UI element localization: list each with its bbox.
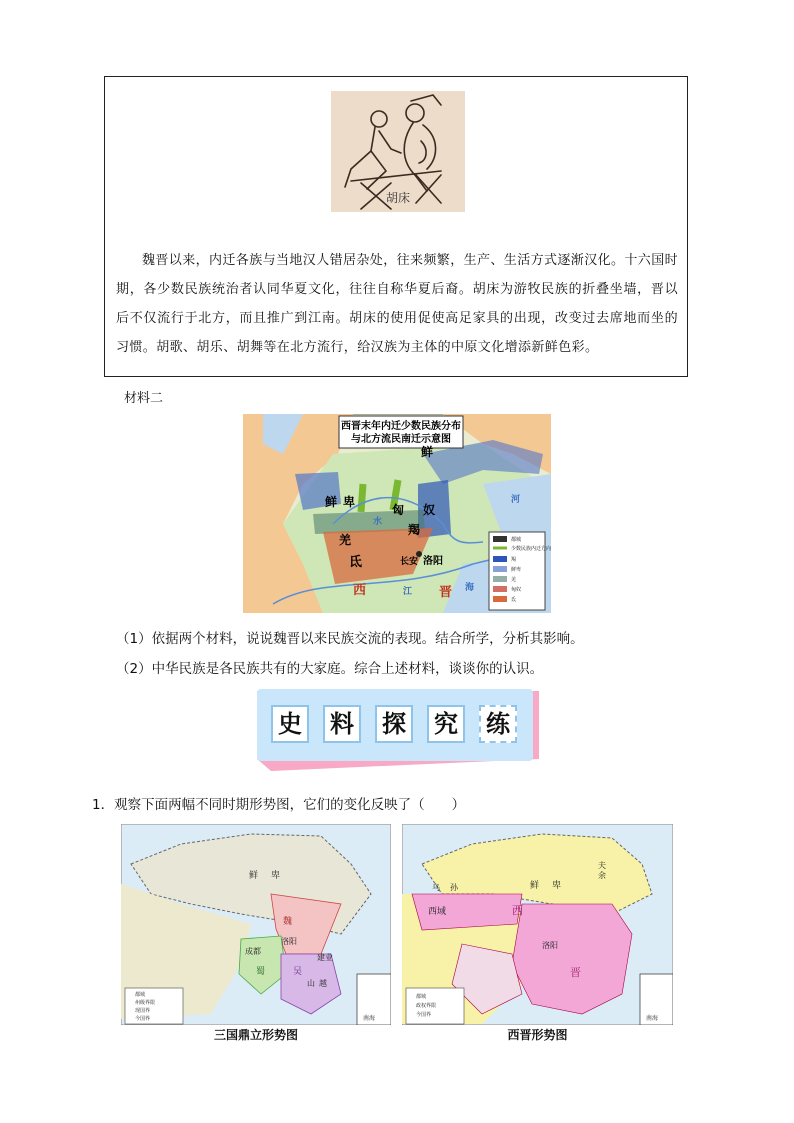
legend-state: 州级界限 (135, 1000, 156, 1006)
banner-char-lian: 练 (479, 705, 517, 743)
label-jin: 晋 (570, 966, 581, 979)
label-xi: 西 (512, 904, 523, 917)
label-luoyang: 洛阳 (281, 937, 297, 946)
inset-label: 南海 (363, 1015, 376, 1022)
material-one-paragraph: 魏晋以来，内迁各族与当地汉人错居杂处，往来频繁，生产、生活方式逐渐汉化。十六国时期，各少数民族统治者认同华夏文化，往往自称华夏后裔。胡床为游牧民族的折叠坐墙，晋以后不仅流行于北方，而且推广到江南。胡床的使用促使高足家具的出现，改变过去席地而坐的习惯。胡歌、胡乐、胡舞等在北方流行，给汉族为主体的中原文化增添新鲜色彩。 (116, 253, 679, 355)
label-xiongnu1: 匈 (392, 503, 405, 517)
western-jin-caption: 西晋形势图 (507, 1028, 568, 1042)
legend-capital: 都城 (135, 992, 146, 998)
label-wei: 魏 (283, 917, 293, 927)
label-shan: 山 (307, 979, 315, 988)
label-chengdu: 成都 (245, 947, 261, 956)
label-xiongnu2: 奴 (423, 503, 436, 517)
material-one-box (104, 76, 688, 377)
legend-jie: 羯 (511, 557, 517, 563)
label-jin: 晋 (439, 585, 453, 600)
map-title-line2: 与北方流民南迁示意图 (351, 434, 451, 445)
label-river-he: 河 (511, 495, 521, 505)
section-banner (257, 689, 539, 771)
label-luoyang: 洛阳 (542, 941, 558, 950)
label-xian: 鲜 (530, 881, 540, 891)
label-qiang: 羌 (339, 533, 352, 547)
label-changan: 长安 (400, 557, 419, 567)
label-shu: 蜀 (256, 967, 266, 977)
three-kingdoms-map (121, 824, 391, 1025)
question-1: （1）依据两个材料，说说魏晋以来民族交流的表现。结合所学，分析其影响。 (116, 631, 584, 647)
banner-char-liao: 料 (323, 705, 361, 743)
label-xianbei-w1: 鲜 (325, 495, 338, 509)
western-jin-map (402, 824, 673, 1025)
legend-di: 氐 (511, 597, 517, 603)
legend-capital: 都城 (416, 994, 427, 1000)
label-jie: 羯 (408, 523, 421, 537)
legend-border: 现国界 (135, 1008, 151, 1014)
map-title-line1: 西晋末年内迁少数民族分布 (341, 421, 461, 432)
label-luoyang: 洛阳 (423, 556, 443, 567)
label-fu: 夫 (598, 861, 606, 870)
label-yue: 越 (319, 979, 327, 988)
banner-char-shi: 史 (271, 705, 309, 743)
label-sun: 孙 (450, 883, 458, 892)
migration-map (243, 414, 551, 613)
label-wu: 吴 (293, 967, 303, 977)
label-jianye: 建业 (317, 953, 333, 962)
illustration-caption: 胡床 (385, 191, 410, 205)
question-2: （2）中华民族是各民族共有的大家庭。综合上述材料，谈谈你的认识。 (116, 661, 544, 677)
label-sea: 海 (465, 583, 475, 593)
legend-qiang: 羌 (511, 577, 517, 583)
label-bei: 卑 (271, 871, 281, 881)
legend-border: 今国界 (416, 1012, 432, 1018)
legend-xianbei: 鲜卑 (511, 567, 522, 573)
material-two-label: 材料二 (124, 391, 164, 406)
luoyang-capital-marker (416, 551, 422, 557)
legend-regime: 政权界限 (416, 1003, 437, 1009)
exercise-question-1: 1．观察下面两幅不同时期形势图，它们的变化反映了（ ） (92, 797, 466, 813)
inset-label: 南海 (646, 1015, 659, 1022)
banner-char-jiu: 究 (427, 705, 465, 743)
legend-migration: 少数民族内迁方向 (511, 546, 551, 552)
label-xiyu: 西域 (428, 907, 447, 917)
legend-capital: 都城 (511, 537, 522, 543)
label-wu: 乌 (432, 883, 440, 892)
label-xianbei-w2: 卑 (343, 495, 356, 509)
label-yu: 余 (598, 871, 606, 880)
label-xian: 鲜 (249, 871, 259, 881)
legend-current: 今国界 (135, 1016, 151, 1022)
hu-chuang-illustration (331, 91, 465, 212)
three-kingdoms-caption: 三国鼎立形势图 (213, 1028, 298, 1042)
label-jiang: 江 (403, 587, 413, 597)
label-di: 氐 (349, 555, 363, 570)
legend-xiongnu: 匈奴 (511, 587, 522, 593)
label-he-small: 水 (373, 517, 383, 527)
label-bei: 卑 (552, 881, 562, 891)
label-xi: 西 (353, 583, 367, 598)
label-xianbei-ne: 鲜 (421, 445, 434, 459)
banner-char-tan: 探 (375, 705, 413, 743)
